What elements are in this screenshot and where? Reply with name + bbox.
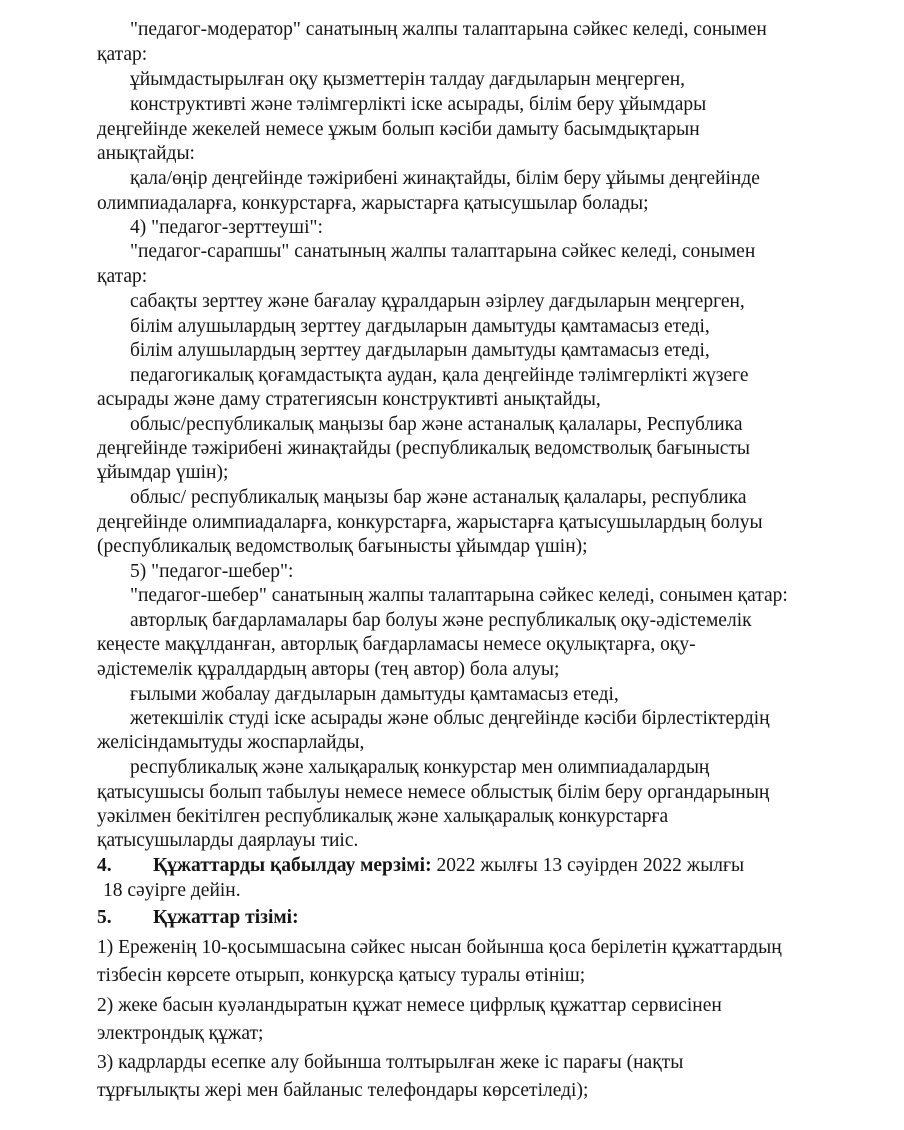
text-line: сабақты зерттеу және бағалау құралдарын әзірлеу дағдыларын меңгерген, (130, 291, 745, 312)
text-line: республикалық және халықаралық конкурстар мен олимпиадалардың (130, 757, 710, 778)
list-item: 3) кадрларды есепке алу бойынша толтырылған жеке іс парағы (нақты (97, 1052, 684, 1073)
text-line: ғылыми жобалау дағдыларын дамытуды қамтамасыз етеді, (130, 684, 619, 705)
text-line: "педагог-модератор" санатының жалпы талаптарына сәйкес келеді, сонымен (130, 19, 767, 40)
text-line: педагогикалық қоғамдастықта аудан, қала деңгейінде тәлімгерлікті жүзеге (130, 365, 749, 386)
text-line: қала/өңір деңгейінде тәжірибені жинақтайды, білім беру ұйымы деңгейінде (130, 168, 760, 189)
text-line: деңгейінде тәжірибені жинақтайды (республикалық ведомстволық бағынысты (97, 438, 750, 459)
list-item: тізбесін көрсете отырып, конкурсқа қатысу туралы өтініш; (97, 965, 586, 986)
section-number: 4. (97, 855, 112, 876)
text-line: әдістемелік құралдардың авторы (тең автор) бола алуы; (97, 659, 560, 680)
text-line: "педагог-сарапшы" санатының жалпы талаптарына сәйкес келеді, сонымен (130, 241, 756, 262)
section-4-heading (97, 854, 744, 878)
text-line: қатар: (97, 266, 148, 287)
text-line: 18 сәуірге дейін. (103, 880, 241, 901)
text-line: білім алушылардың зерттеу дағдыларын дамытуды қамтамасыз етеді, (130, 340, 710, 361)
list-item: 2) жеке басын куәландыратын құжат немесе цифрлық құжаттар сервисінен (97, 995, 722, 1016)
text-line: деңгейінде жекелей немесе ұжым болып кәсіби дамыту басымдықтарын (97, 119, 700, 140)
section-number: 5. (97, 907, 112, 928)
section-5-heading (97, 906, 299, 930)
text-line: ұйымдастырылған оқу қызметтерін талдау дағдыларын меңгерген, (130, 69, 686, 90)
text-line: анықтайды: (97, 143, 195, 164)
text-line: қатысушыларды даярлауы тиіс. (97, 830, 359, 851)
text-line: деңгейінде олимпиадаларға, конкурстарға, жарыстарға қатысушылардың болуы (97, 512, 763, 533)
text-line: конструктивті және тәлімгерлікті іске асырады, білім беру ұйымдары (130, 94, 707, 115)
text-line: асырады және даму стратегиясын конструктивті анықтайды, (97, 389, 601, 410)
text-line: авторлық бағдарламалары бар болуы және республикалық оқу-әдістемелік (130, 610, 752, 631)
section-title: Құжаттар тізімі: (153, 907, 299, 928)
text-line: "педагог-шебер" санатының жалпы талаптарына сәйкес келеді, сонымен қатар: (130, 585, 788, 606)
section-title: Құжаттарды қабылдау мерзімі: (153, 855, 432, 876)
text-line: қатар: (97, 44, 148, 65)
list-item: 1) Ереженің 10-қосымшасына сәйкес нысан бойынша қоса берілетін құжаттардың (97, 937, 782, 958)
text-line: 5) "педагог-шебер": (130, 561, 294, 582)
section-text: 2022 жылғы 13 сәуірден 2022 жылғы (431, 855, 745, 876)
text-line: 4) "педагог-зерттеуші": (130, 217, 323, 238)
text-line: (республикалық ведомстволық бағынысты ұйымдар үшін); (97, 536, 588, 557)
text-line: облыс/республикалық маңызы бар және астаналық қалалары, Республика (130, 414, 743, 435)
text-line: уәкілмен бекітілген республикалық және халықаралық конкурстарға (97, 806, 669, 827)
text-line: жетекшілік студі іске асырады және облыс деңгейінде кәсіби бірлестіктердің (130, 708, 770, 729)
text-line: облыс/ республикалық маңызы бар және астаналық қалалары, республика (130, 487, 747, 508)
text-line: олимпиадаларға, конкурстарға, жарыстарға қатысушылар болады; (97, 193, 649, 214)
text-line: білім алушылардың зерттеу дағдыларын дамытуды қамтамасыз етеді, (130, 316, 710, 337)
text-line: желісіндамытуды жоспарлайды, (97, 732, 365, 753)
text-line: ұйымдар үшін); (97, 462, 229, 483)
text-line: кеңесте мақұлданған, авторлық бағдарламасы немесе оқулықтарға, оқу- (97, 634, 696, 655)
list-item: тұрғылықты жері мен байланыс телефондары көрсетіледі); (97, 1080, 589, 1101)
text-line: қатысушысы болып табылуы немесе немесе облыстық білім беру органдарының (97, 782, 770, 803)
list-item: электрондық құжат; (97, 1023, 264, 1044)
